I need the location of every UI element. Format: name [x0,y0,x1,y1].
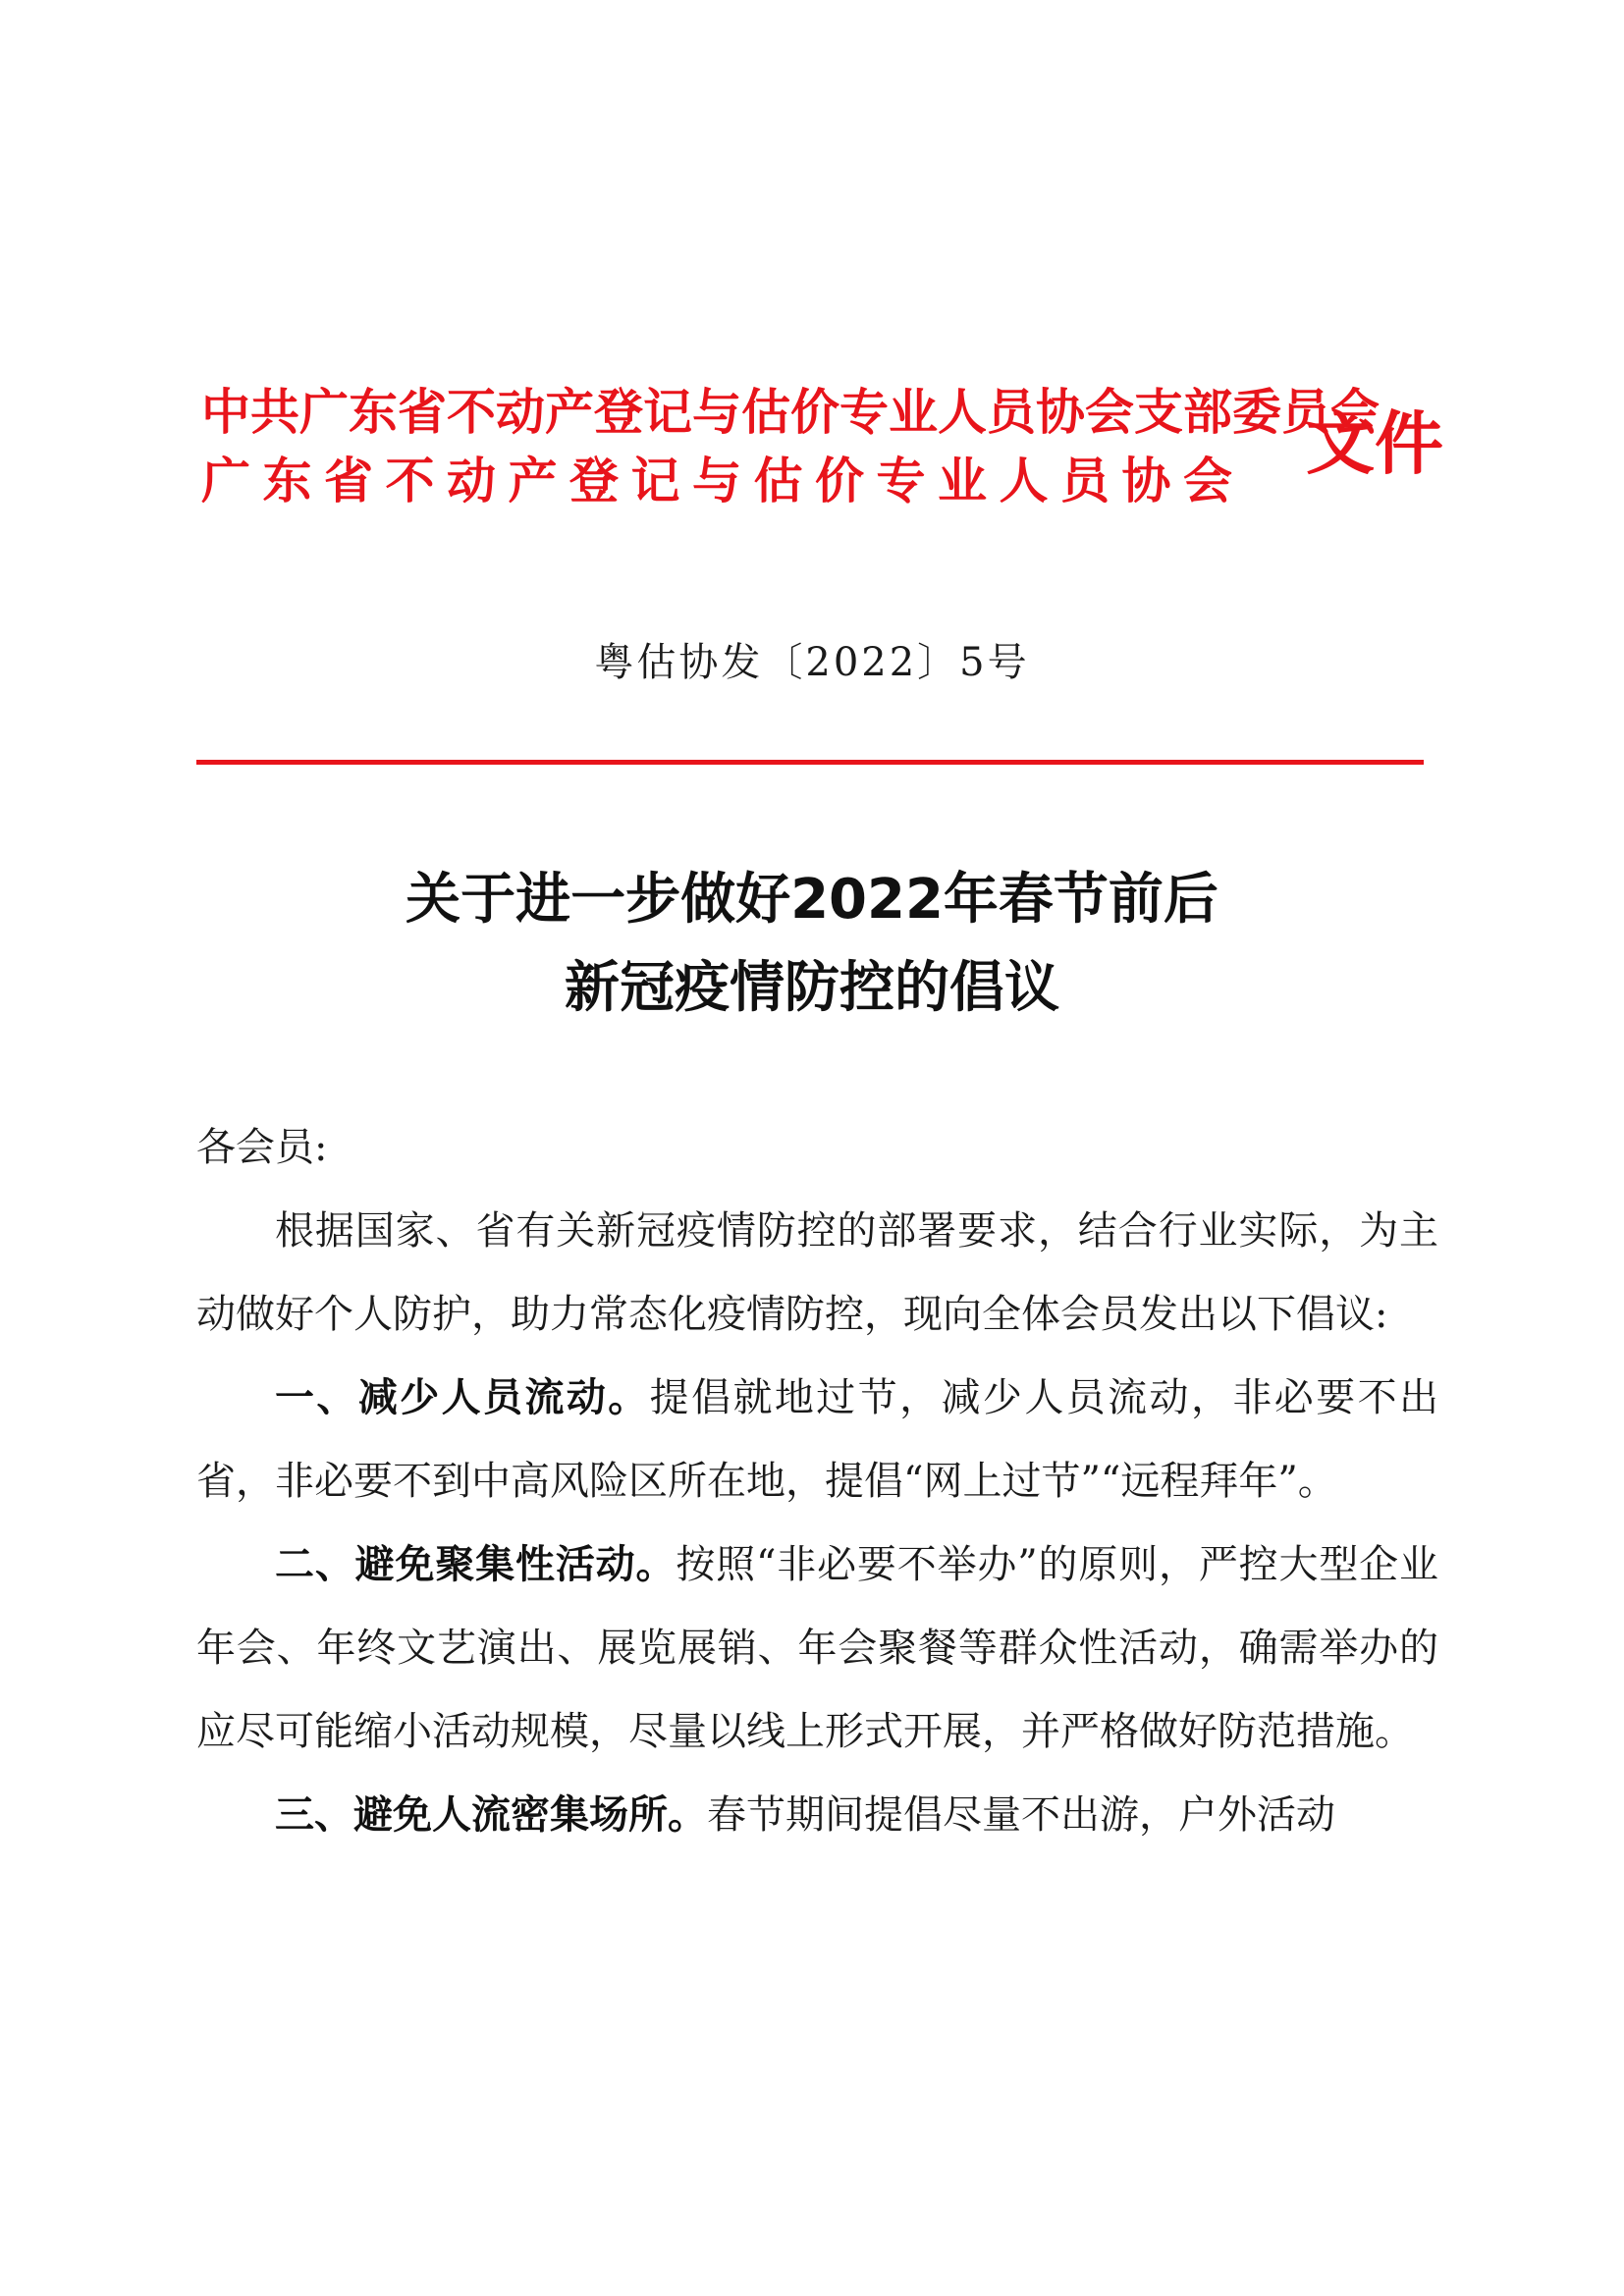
item-text-1: 提倡就地过节，减少人员流动，非必要不出省，非必要不到中高风险区所在地，提倡“网上过节”“远程拜年”。 [196,1375,1439,1504]
title-line-1: 关于进一步做好2022年春节前后 [406,868,1218,932]
item-lead-1: 一、减少人员流动。 [275,1375,650,1420]
item-paragraph-1 [196,1357,1438,1523]
red-divider-line [196,760,1424,765]
document-body [196,1106,1438,1857]
title-line-2: 新冠疫情防控的倡议 [565,956,1059,1020]
salutation: 各会员: [196,1125,328,1170]
header-org-line-1: 中共广东省不动产登记与估价专业人员协会支部委员会 [201,383,1380,441]
header-document-suffix: 文件 [1306,402,1443,484]
item-lead-2: 二、避免聚集性活动。 [275,1542,677,1587]
document-header [201,383,1443,520]
document-number: 粤估协发〔2022〕5号 [594,640,1030,685]
item-text-2: 按照“非必要不举办”的原则，严控大型企业年会、年终文艺演出、展览展销、年会聚餐等群众性活动，确需举办的应尽可能缩小活动规模，尽量以线上形式开展，并严格做好防范措施。 [196,1542,1438,1754]
document-title [0,856,1624,1033]
item-lead-3: 三、避免人流密集场所。 [275,1792,707,1838]
item-paragraph-2 [196,1523,1438,1774]
intro-paragraph: 根据国家、省有关新冠疫情防控的部署要求，结合行业实际，为主动做好个人防护，助力常态化疫情防控，现向全体会员发出以下倡议: [196,1208,1438,1337]
header-org-line-2: 广东省不动产登记与估价专业人员协会 [201,452,1245,509]
item-paragraph-3 [196,1774,1438,1857]
item-text-3: 春节期间提倡尽量不出游，户外活动 [707,1792,1335,1838]
